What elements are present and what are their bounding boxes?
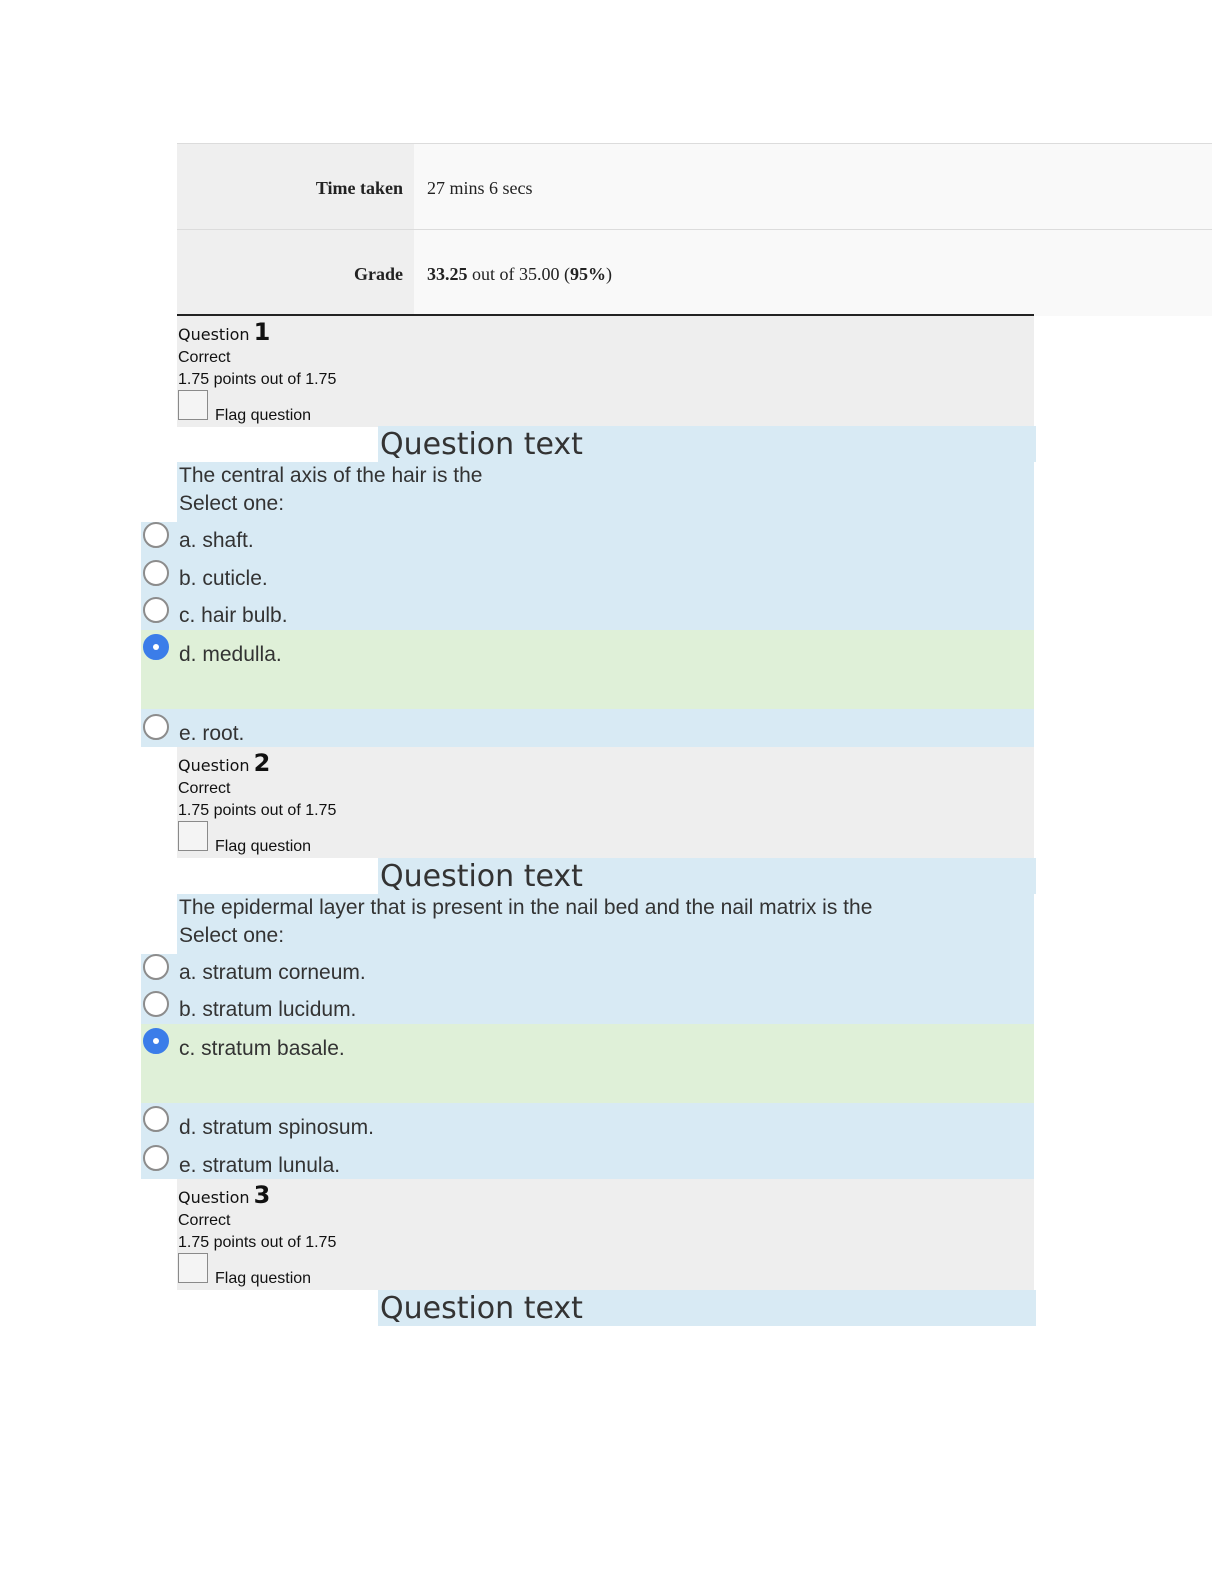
time-taken-row	[177, 144, 1212, 230]
answer-label[interactable]: a. stratum corneum.	[179, 961, 366, 984]
question-word: Question	[178, 1188, 250, 1207]
flag-question-label[interactable]: Flag question	[215, 1270, 312, 1287]
answer-option[interactable]	[141, 522, 1034, 560]
question-number: 2	[253, 749, 271, 777]
answer-option-correct[interactable]	[141, 630, 1034, 709]
radio-button[interactable]	[143, 522, 169, 548]
flag-question-checkbox[interactable]	[178, 390, 208, 420]
radio-button-selected[interactable]	[143, 634, 169, 660]
grade-value	[414, 230, 1212, 316]
grade-out-of: out of 35.00 (	[467, 264, 570, 284]
attempt-summary-table	[177, 143, 1212, 316]
question-3-title	[178, 1181, 270, 1209]
flag-question-label[interactable]: Flag question	[215, 407, 312, 424]
question-grade: 1.75 points out of 1.75	[178, 802, 337, 819]
question-state: Correct	[178, 780, 231, 797]
radio-button[interactable]	[143, 1106, 169, 1132]
answer-label[interactable]: d. medulla.	[179, 643, 282, 666]
question-state: Correct	[178, 1212, 231, 1229]
flag-question-checkbox[interactable]	[178, 821, 208, 851]
question-2-body	[177, 894, 1034, 954]
answer-label[interactable]: c. hair bulb.	[179, 604, 288, 627]
radio-button[interactable]	[143, 991, 169, 1017]
answer-label[interactable]: b. stratum lucidum.	[179, 998, 357, 1021]
answer-option[interactable]	[141, 1141, 1034, 1179]
question-word: Question	[178, 756, 250, 775]
answer-option[interactable]	[141, 1103, 1034, 1141]
flag-question-checkbox[interactable]	[178, 1253, 208, 1283]
question-state: Correct	[178, 349, 231, 366]
radio-button[interactable]	[143, 1145, 169, 1171]
question-2-title	[178, 749, 270, 777]
radio-button[interactable]	[143, 560, 169, 586]
question-1-info	[177, 314, 1034, 427]
answer-option[interactable]	[141, 597, 1034, 630]
radio-button[interactable]	[143, 954, 169, 980]
radio-button[interactable]	[143, 714, 169, 740]
answer-option-correct[interactable]	[141, 1024, 1034, 1103]
question-prompt: The central axis of the hair is the	[179, 464, 483, 487]
answer-option[interactable]	[141, 954, 1034, 991]
answer-label[interactable]: d. stratum spinosum.	[179, 1116, 374, 1139]
answer-label[interactable]: e. stratum lunula.	[179, 1154, 341, 1177]
grade-score: 33.25	[427, 264, 468, 284]
radio-button[interactable]	[143, 597, 169, 623]
radio-button-selected[interactable]	[143, 1028, 169, 1054]
grade-close-paren: )	[606, 264, 612, 284]
question-text-heading: Question text	[378, 858, 1036, 894]
question-text-heading: Question text	[378, 1290, 1036, 1326]
answer-label[interactable]: a. shaft.	[179, 529, 254, 552]
flag-question-label[interactable]: Flag question	[215, 838, 312, 855]
answer-option[interactable]	[141, 991, 1034, 1024]
answer-option[interactable]	[141, 709, 1034, 747]
time-taken-value: 27 mins 6 secs	[414, 144, 1212, 229]
question-number: 3	[253, 1181, 271, 1209]
select-one-label: Select one:	[179, 492, 285, 515]
question-word: Question	[178, 325, 250, 344]
question-3-info	[177, 1179, 1034, 1290]
question-text-heading: Question text	[378, 426, 1036, 462]
question-1-body	[177, 462, 1034, 522]
time-taken-label: Time taken	[177, 144, 414, 229]
question-2-info	[177, 747, 1034, 858]
answer-label[interactable]: b. cuticle.	[179, 567, 268, 590]
grade-row	[177, 230, 1212, 316]
question-grade: 1.75 points out of 1.75	[178, 1234, 337, 1251]
question-grade: 1.75 points out of 1.75	[178, 371, 337, 388]
answer-label[interactable]: c. stratum basale.	[179, 1037, 345, 1060]
question-1-title	[178, 318, 270, 346]
grade-label: Grade	[177, 230, 414, 316]
question-prompt: The epidermal layer that is present in the nail bed and the nail matrix is the	[179, 896, 873, 919]
select-one-label: Select one:	[179, 924, 285, 947]
answer-option[interactable]	[141, 560, 1034, 597]
grade-percent: 95%	[570, 264, 606, 284]
answer-label[interactable]: e. root.	[179, 722, 245, 745]
question-number: 1	[253, 318, 271, 346]
